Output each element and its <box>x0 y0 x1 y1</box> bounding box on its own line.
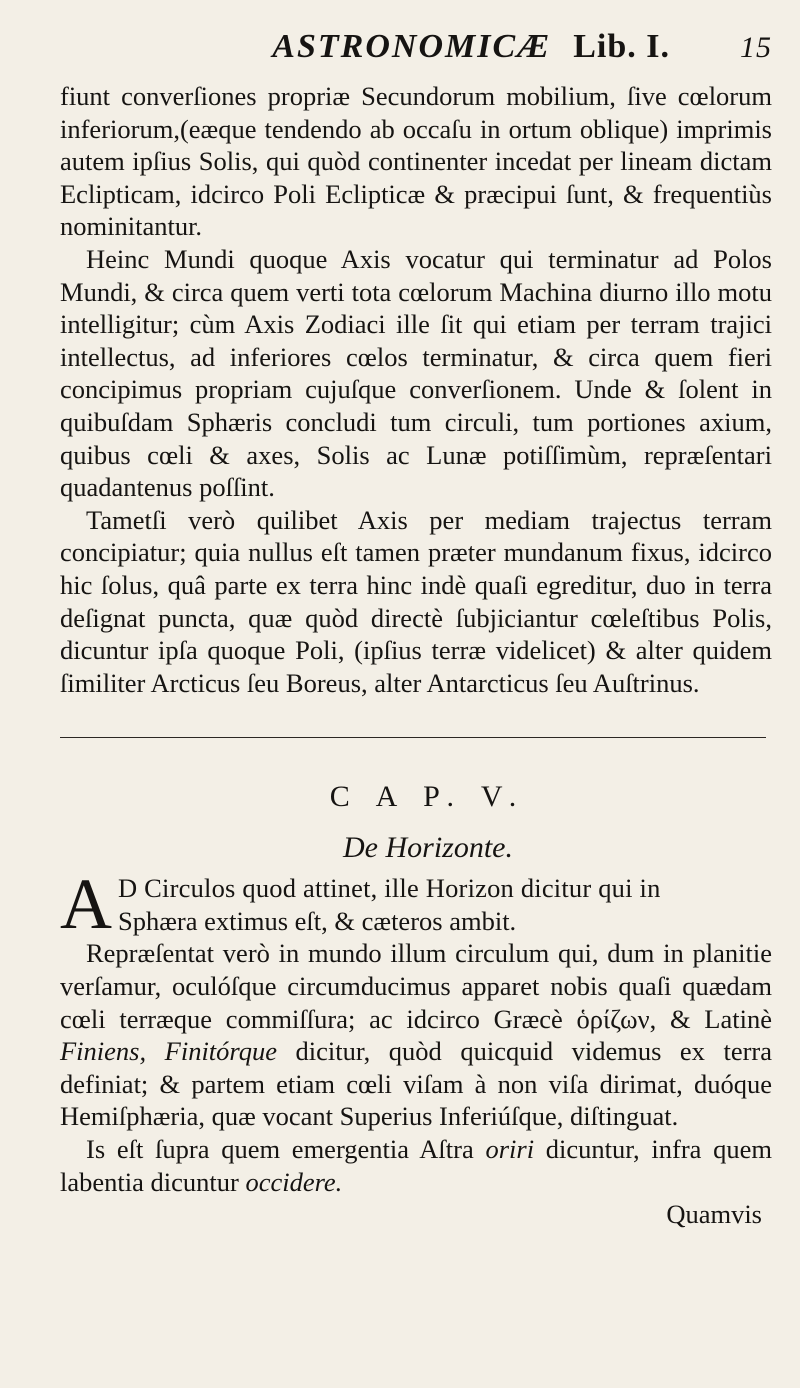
book-number: Lib. I. <box>573 28 670 65</box>
section-divider <box>60 737 766 738</box>
drop-cap: A <box>60 864 112 945</box>
chapter-text <box>60 864 772 1198</box>
rising-text-a: Is eſt ſupra quem emergentia Aſtra <box>86 1134 486 1165</box>
definition-text-c: dicitur, quòd quicquid videmus ex terra definiat; & partem etiam cœli viſam à non viſa dirimat, duóque Hemiſphæria, quæ vocant Superius Inferiúſque, diſtinguat. <box>60 1036 772 1132</box>
paragraph-horizon-intro <box>60 864 772 945</box>
paragraph-poles-of-earth: Tametſi verò quilibet Axis per mediam trajectus terram concipiatur; quia nullus eſt tamen præter mundanum fixus, idcirco hic ſolus, quâ parte ex terra hinc indè quaſi egreditur, duo in terra deſignat puncta, quæ quòd directè ſubjiciantur cœleſtibus Polis, dicuntur ipſa quoque Poli, (ipſius terræ videlicet) & alter quidem ſimiliter Arcticus ſeu Boreus, alter Antarcticus ſeu Auſtrinus. <box>60 504 772 698</box>
paragraph-continued: fiunt converſiones propriæ Secundorum mobilium, ſive cœlorum inferiorum,(eæque tendendo ab occaſu in ortum oblique) imprimis autem ipſius Solis, qui quòd continenter incedat per lineam dictam Eclipticam, idcirco Poli Eclipticæ & præcipui ſunt, & frequentiùs nominitantur. <box>60 81 772 242</box>
catchword: Quamvis <box>666 1199 762 1230</box>
term-oriri: oriri <box>485 1134 535 1165</box>
intro-line-1: D Circulos quod attinet, ille Horizon dicitur qui in <box>118 873 661 904</box>
page-number: 15 <box>740 31 772 64</box>
paragraph-rising-setting <box>60 1133 772 1198</box>
paragraph-horizon-definition <box>60 937 772 1133</box>
paragraph-axis-mundi: Heinc Mundi quoque Axis vocatur qui terminatur ad Polos Mundi, & circa quem verti tota cœlorum Machina diurno illo motu intelligitur; cùm Axis Zodiaci ille ſit qui etiam per terram trajici intellectus, ad inferiores cœlos terminatur, & circa quem fieri concipimus propriam cujuſque converſionem. Unde & ſolent in quibuſdam Sphæris concludi tum circuli, tum portiones axium, quibus cœli & axes, Solis ac Lunæ potiſſimùm, repræſentari quadantenus poſſint. <box>60 243 772 503</box>
definition-text-b: , & Latinè <box>649 1003 772 1034</box>
chapter-heading: C A P. V. <box>329 780 527 814</box>
chapter-title: De Horizonte. <box>343 831 513 865</box>
greek-term: ὁρίζων <box>576 1003 650 1034</box>
term-occidere: occidere. <box>245 1166 343 1197</box>
rising-text-b: dicuntur, infra quem labentia dicuntur <box>60 1134 772 1197</box>
running-title: ASTRONOMICÆ <box>272 28 552 65</box>
definition-text-a: Repræſentat verò in mundo illum circulum qui, dum in planitie verſamur, oculóſque circumducimus apparet nobis quaſi quædam cœli terræque commiſſura; ac idcirco Græcè <box>60 938 772 1034</box>
book-page <box>60 28 772 1230</box>
intro-line-2: Sphæra extimus eſt, & cæteros ambit. <box>118 905 517 936</box>
latin-term: Finiens, Finitórque <box>60 1036 278 1067</box>
main-text <box>60 80 772 699</box>
running-head <box>60 28 772 80</box>
